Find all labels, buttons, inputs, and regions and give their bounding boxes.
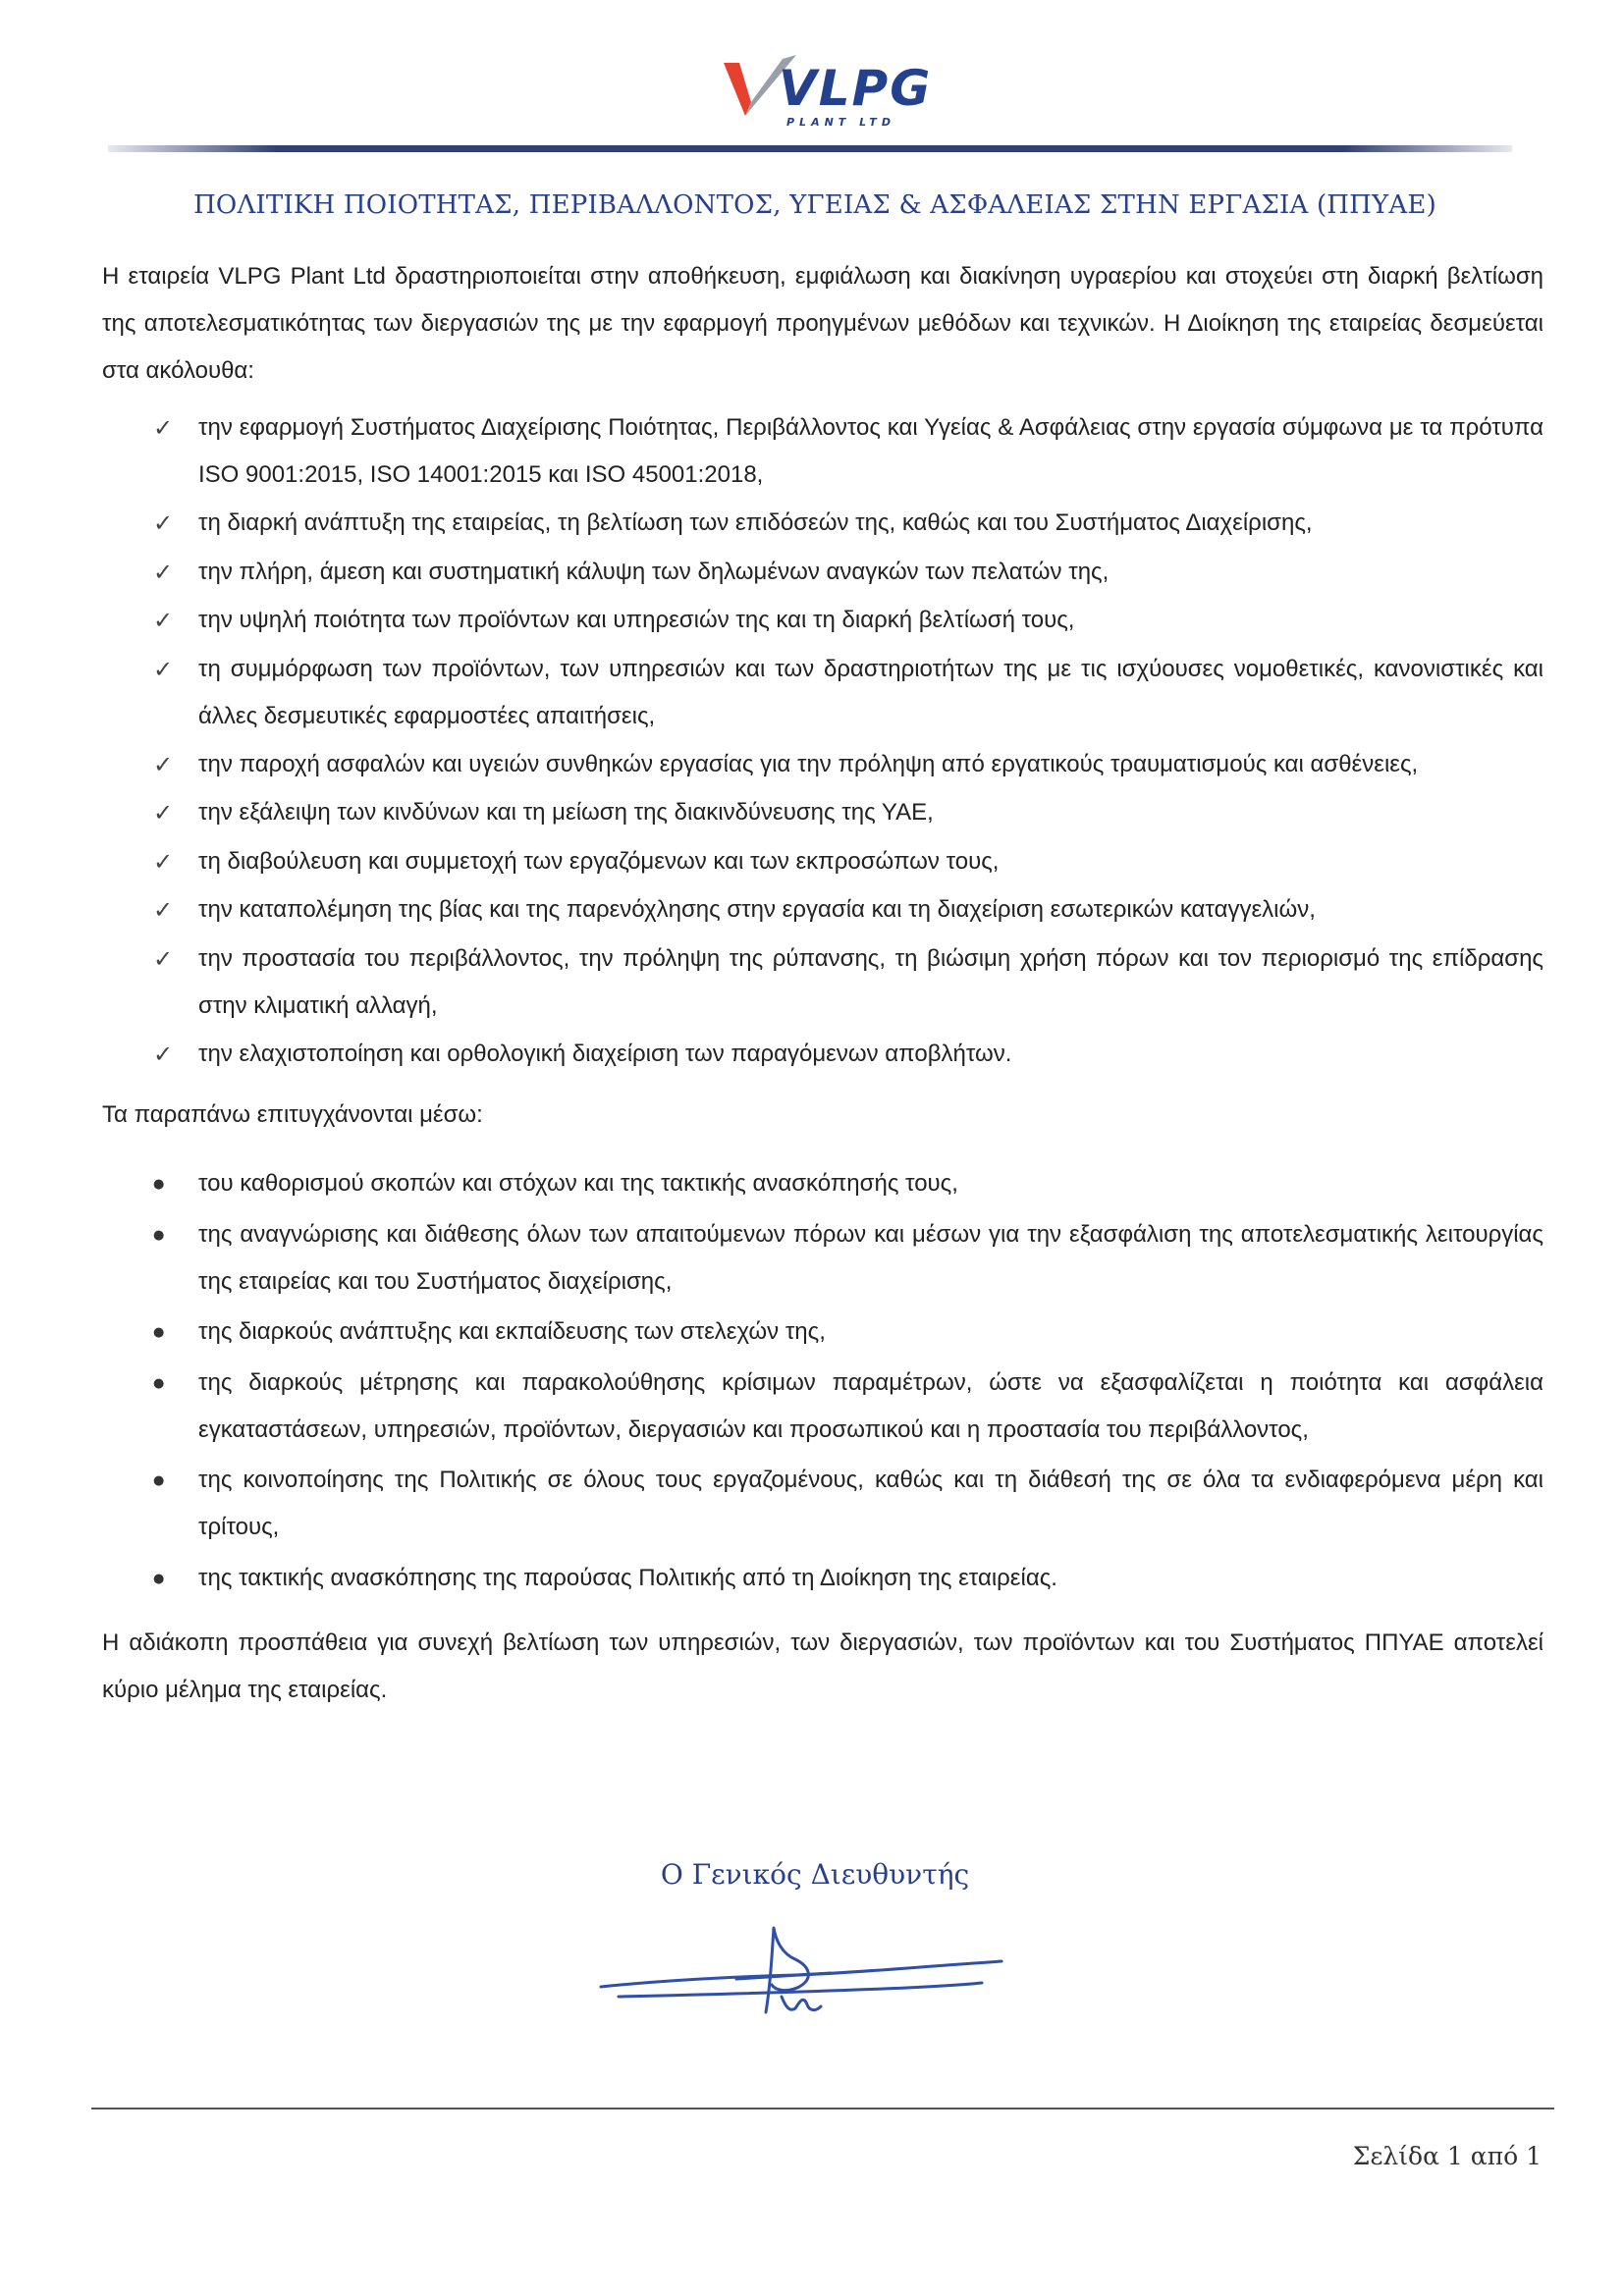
commitment-item: ✓ την πλήρη, άμεση και συστηματική κάλυψη των δηλωμένων αναγκών των πελατών της, [102,549,1543,596]
means-item: ● της τακτικής ανασκόπησης της παρούσας Πολιτικής από τη Διοίκηση της εταιρείας. [102,1555,1543,1602]
commitment-item: ✓ την εφαρμογή Συστήματος Διαχείρισης Ποιότητας, Περιβάλλοντος και Υγείας & Ασφάλειας στην εργασία σύμφωνα με τα πρότυπα ISO 9001:2015, ISO 14001:2015 και ISO 45001:2018, [102,404,1543,499]
means-item: ● της αναγνώρισης και διάθεσης όλων των απαιτούμενων πόρων και μέσων για την εξασφάλιση της αποτελεσματικής λειτουργίας της εταιρείας και του Συστήματος διαχείρισης, [102,1211,1543,1306]
footer-divider [91,2108,1554,2109]
commitment-item: ✓ την εξάλειψη των κινδύνων και τη μείωση της διακινδύνευσης της ΥΑΕ, [102,789,1543,836]
commitment-item: ✓ τη διαβούλευση και συμμετοχή των εργαζόμενων και των εκπροσώπων τους, [102,838,1543,885]
document-title: ΠΟΛΙΤΙΚΗ ΠΟΙΟΤΗΤΑΣ, ΠΕΡΙΒΑΛΛΟΝΤΟΣ, ΥΓΕΙΑΣ & ΑΣΦΑΛΕΙΑΣ ΣΤΗΝ ΕΡΓΑΣΙΑ (ΠΠΥΑΕ) [193,190,1436,220]
logo-subtext: PLANT LTD [786,116,895,129]
commitment-item: ✓ την καταπολέμηση της βίας και της παρενόχλησης στην εργασία και τη διαχείριση εσωτερικών καταγγελιών, [102,886,1543,934]
commitment-item: ✓ τη συμμόρφωση των προϊόντων, των υπηρεσιών και των δραστηριοτήτων της με τις ισχύουσες νομοθετικές, κανονιστικές και άλλες δεσμευτικές εφαρμοστέες απαιτήσεις, [102,646,1543,740]
header-divider [108,145,1512,152]
closing-paragraph: Η αδιάκοπη προσπάθεια για συνεχή βελτίωση των υπηρεσιών, των διεργασιών, των προϊόντων και του Συστήματος ΠΠΥΑΕ αποτελεί κύριο μέλημα της εταιρείας. [102,1629,1543,1703]
signatory-title: Ο Γενικός Διευθυντής [660,1858,970,1891]
means-item: ● του καθορισμού σκοπών και στόχων και της τακτικής ανασκόπησής τους, [102,1160,1543,1207]
commitment-item: ✓ την ελαχιστοποίηση και ορθολογική διαχείριση των παραγόμενων αποβλήτων. [102,1031,1543,1078]
logo-wordmark: VLPG [779,60,933,117]
means-item: ● της διαρκούς μέτρησης και παρακολούθησης κρίσιμων παραμέτρων, ώστε να εξασφαλίζεται η ποιότητα και ασφάλεια εγκαταστάσεων, υπηρεσιών, προϊόντων, διεργασιών και προσωπικού και η προστασία του περιβάλλοντος, [102,1360,1543,1454]
company-logo [722,55,933,135]
means-list [102,1160,1543,1602]
handwritten-signature-icon [589,1910,1021,2038]
means-item: ● της διαρκούς ανάπτυξης και εκπαίδευσης των στελεχών της, [102,1308,1543,1356]
document-body [102,253,1543,1714]
intro-paragraph: Η εταιρεία VLPG Plant Ltd δραστηριοποιείται στην αποθήκευση, εμφιάλωση και διακίνηση υγραερίου και στοχεύει στη διαρκή βελτίωση της αποτελεσματικότητας των διεργασιών της με την εφαρμογή προηγμένων μεθόδων και τεχνικών. Η Διοίκηση της εταιρείας δεσμεύεται στα ακόλουθα: [102,263,1543,384]
page-header [0,0,1624,157]
commitment-item: ✓ την παροχή ασφαλών και υγειών συνθηκών εργασίας για την πρόληψη από εργατικούς τραυματισμούς και ασθένειες, [102,741,1543,788]
commitment-item: ✓ την προστασία του περιβάλλοντος, την πρόληψη της ρύπανσης, τη βιώσιμη χρήση πόρων και τον περιορισμό της επίδρασης στην κλιματική αλλαγή, [102,935,1543,1030]
commitment-item: ✓ την υψηλή ποιότητα των προϊόντων και υπηρεσιών της και τη διαρκή βελτίωσή τους, [102,597,1543,644]
commitment-item: ✓ τη διαρκή ανάπτυξη της εταιρείας, τη βελτίωση των επιδόσεών της, καθώς και του Συστήματος Διαχείρισης, [102,500,1543,547]
means-intro: Τα παραπάνω επιτυγχάνονται μέσω: [102,1100,483,1128]
commitments-list [102,404,1543,1078]
page-number: Σελίδα 1 από 1 [1352,2142,1542,2170]
means-item: ● της κοινοποίησης της Πολιτικής σε όλους τους εργαζομένους, καθώς και τη διάθεσή της σε όλα τα ενδιαφερόμενα μέρη και τρίτους, [102,1457,1543,1551]
